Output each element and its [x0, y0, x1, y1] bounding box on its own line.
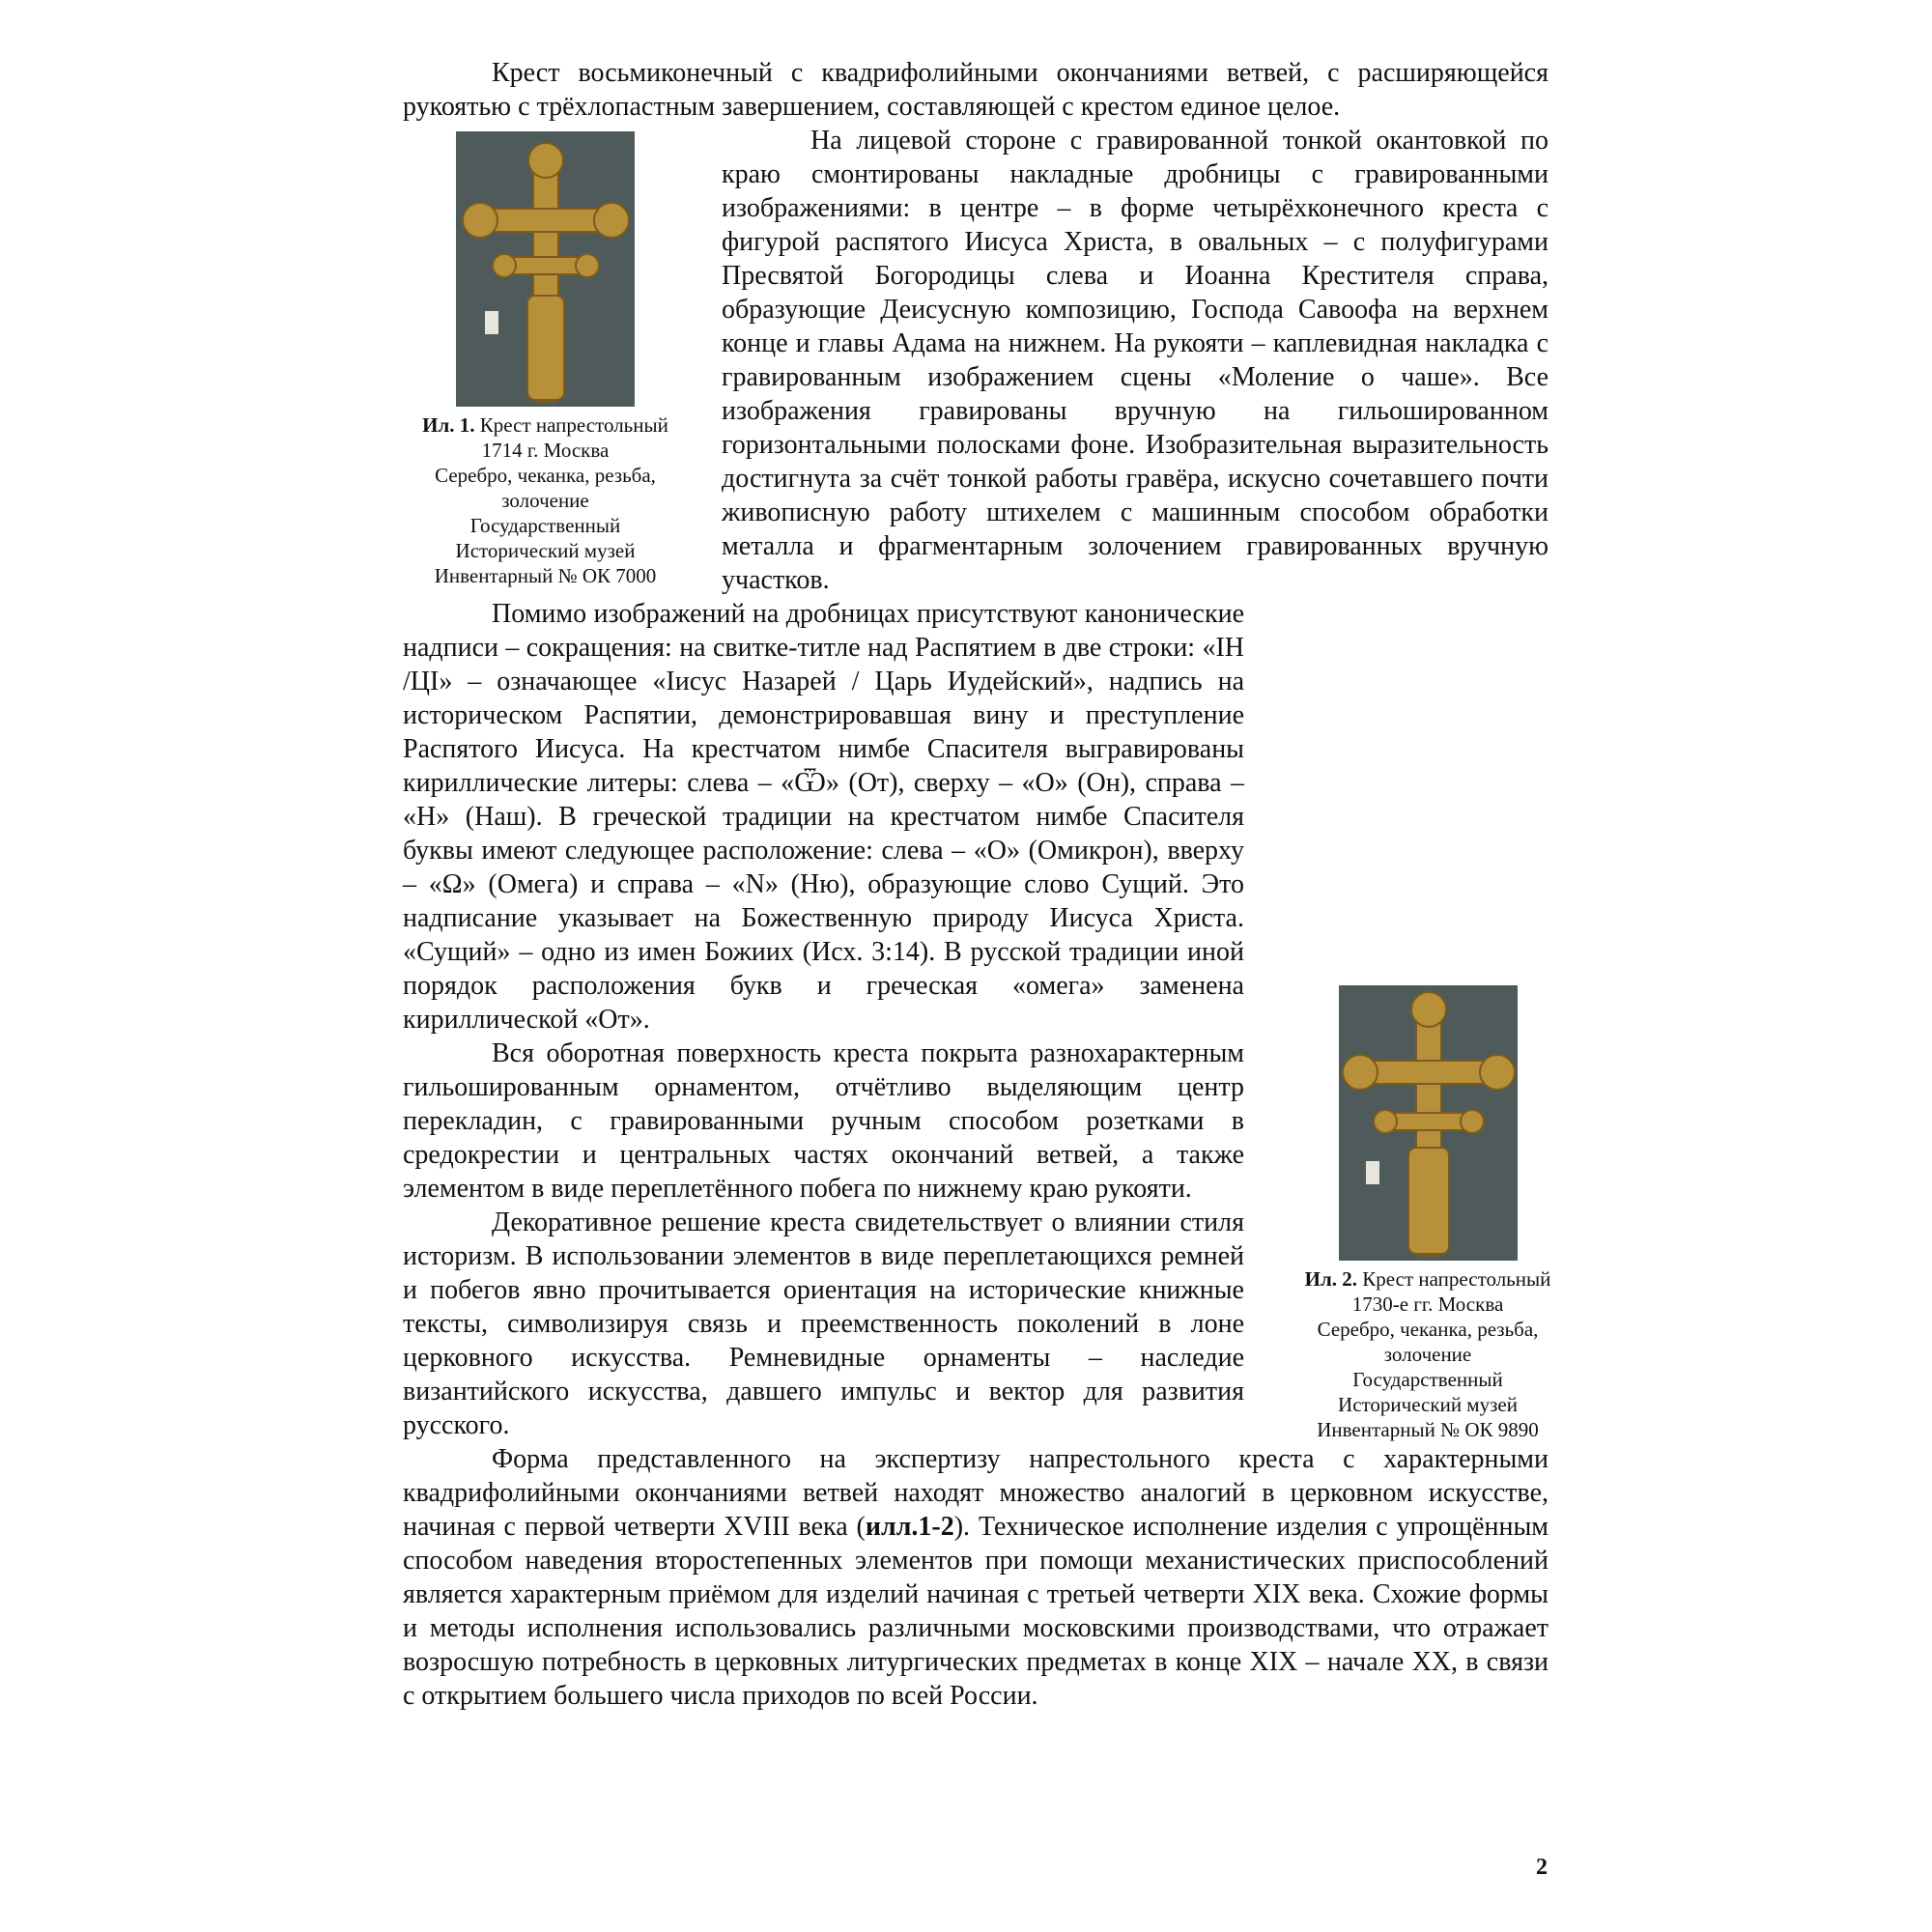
figure-2-title: Крест напрестольный: [1362, 1267, 1551, 1291]
figure-1-date: 1714 г. Москва: [481, 439, 610, 462]
paragraph-5: Декоративное решение креста свидетельствует о влиянии стиля историзм. В использовании элементов в виде переплетающихся ремней и побегов явно прочитывается ориентация на исторические книжные тексты, символизируя связь и преемственность поколений в лоне церковного искусства. Ремневидные орнаменты – наследие византийского искусства, давшего импульс и вектор для развития русского.: [403, 1208, 1244, 1440]
figure-2-date: 1730-е гг. Москва: [1351, 1293, 1504, 1316]
figure-2-material: Серебро, чеканка, резьба,: [1317, 1318, 1539, 1341]
paragraph-3: Помимо изображений на дробницах присутствуют канонические надписи – сокращения: на свитке-титле над Распятием в две строки: «IН /ЦI» – означающее «Iисус Назарей / Царь Иудейский», надпись на историческом Распятии, демонстрировавшая вину и преступление Распятого Иисуса. На крестчатом нимбе Спасителя выгравированы кириллические литеры: слева – «Ѿ» (От), сверху – «О» (Он), справа – «Н» (Наш). В греческой традиции на крестчатом нимбе Спасителя буквы имеют следующее расположение: слева – «О» (Омикрон), вверху – «Ω» (Омега) и справа – «N» (Ню), образующие слово Сущий. Это надписание указывает на Божественную природу Иисуса Христа. «Сущий» – одно из имен Божиих (Исх. 3:14). В русской традиции иной порядок расположения букв и греческая «омега» заменена кириллической «От».: [403, 599, 1244, 1035]
figure-2-material-2: золочение: [1383, 1343, 1472, 1366]
paragraph-6: [403, 1442, 1548, 1713]
figure-1-material-2: золочение: [501, 489, 589, 512]
figure-reference: илл.1-2: [865, 1512, 954, 1542]
cross-image-1: [456, 131, 635, 407]
page-number: 2: [1536, 1855, 1548, 1880]
figure-1: [398, 124, 693, 588]
figure-2-museum: Государственный: [1352, 1368, 1503, 1391]
paragraph-6-text-2: ). Техническое исполнение изделия с упрощённым способом наведения второстепенных элементов при помощи механистических приспособлений является характерным приёмом для изделий начиная с третьей четверти XIX века. Схожие формы и методы исполнения использовались различными московскими производствами, что отражает возросшую потребность в церковных литургических предметах в конце XIX – начале XX, в связи с открытием большего числа приходов по всей России.: [403, 1512, 1548, 1711]
document-body: [403, 56, 1551, 1713]
figure-1-museum-2: Исторический музей: [455, 539, 636, 562]
figure-2-caption: [1283, 1266, 1573, 1442]
paragraph-4: Вся оборотная поверхность креста покрыта разнохарактерным гильошированным орнаментом, отчётливо выделяющим центр перекладин, с гравированными ручным способом розетками в средокрестии и центральных частях окончаний ветвей, а также элементом в виде переплетённого побега по нижнему краю рукояти.: [403, 1038, 1244, 1204]
paragraph-2: На лицевой стороне с гравированной тонкой окантовкой по краю смонтированы накладные дробницы с гравированными изображениями: в центре – в форме четырёхконечного креста с фигурой распятого Иисуса Христа, в овальных – с полуфигурами Пресвятой Богородицы слева и Иоанна Крестителя справа, образующие Деисусную композицию, Господа Савоофа на верхнем конце и главы Адама на нижнем. На рукояти – каплевидная накладка с гравированным изображением сцены «Моление о чаше». Все изображения гравированы вручную на гильошированном горизонтальными полосками фоне. Изобразительная выразительность достигнута за счёт тонкой работы гравёра, искусно сочетавшего почти живописную работу штихелем с машинным способом обработки металла и фрагментарным золочением гравированных вручную участков.: [722, 126, 1548, 595]
figure-1-label: Ил. 1.: [422, 413, 475, 437]
figure-1-caption: [398, 412, 693, 588]
figure-2-museum-2: Исторический музей: [1338, 1393, 1518, 1416]
figure-1-museum: Государственный: [469, 514, 621, 537]
figure-2: [1283, 985, 1573, 1442]
cross-image-2: [1339, 985, 1518, 1261]
figure-1-material: Серебро, чеканка, резьба,: [435, 464, 656, 487]
figure-2-photo: [1339, 985, 1518, 1261]
figure-1-title: Крест напрестольный: [479, 413, 668, 437]
figure-2-label: Ил. 2.: [1304, 1267, 1358, 1291]
paragraph-6-text: Форма представленного на экспертизу напрестольного креста с характерными квадрифолийными окончаниями ветвей находят множество аналогий в церковном искусстве, начиная с первой четверти XVIII века (: [403, 1444, 1548, 1542]
figure-1-photo: [456, 131, 635, 407]
paragraph-1: Крест восьмиконечный с квадрифолийными окончаниями ветвей, с расширяющейся рукоятью с трёхлопастным завершением, составляющей с крестом единое целое.: [403, 58, 1548, 122]
figure-2-inventory: Инвентарный № ОК 9890: [1317, 1418, 1539, 1441]
figure-1-inventory: Инвентарный № ОК 7000: [434, 564, 657, 587]
